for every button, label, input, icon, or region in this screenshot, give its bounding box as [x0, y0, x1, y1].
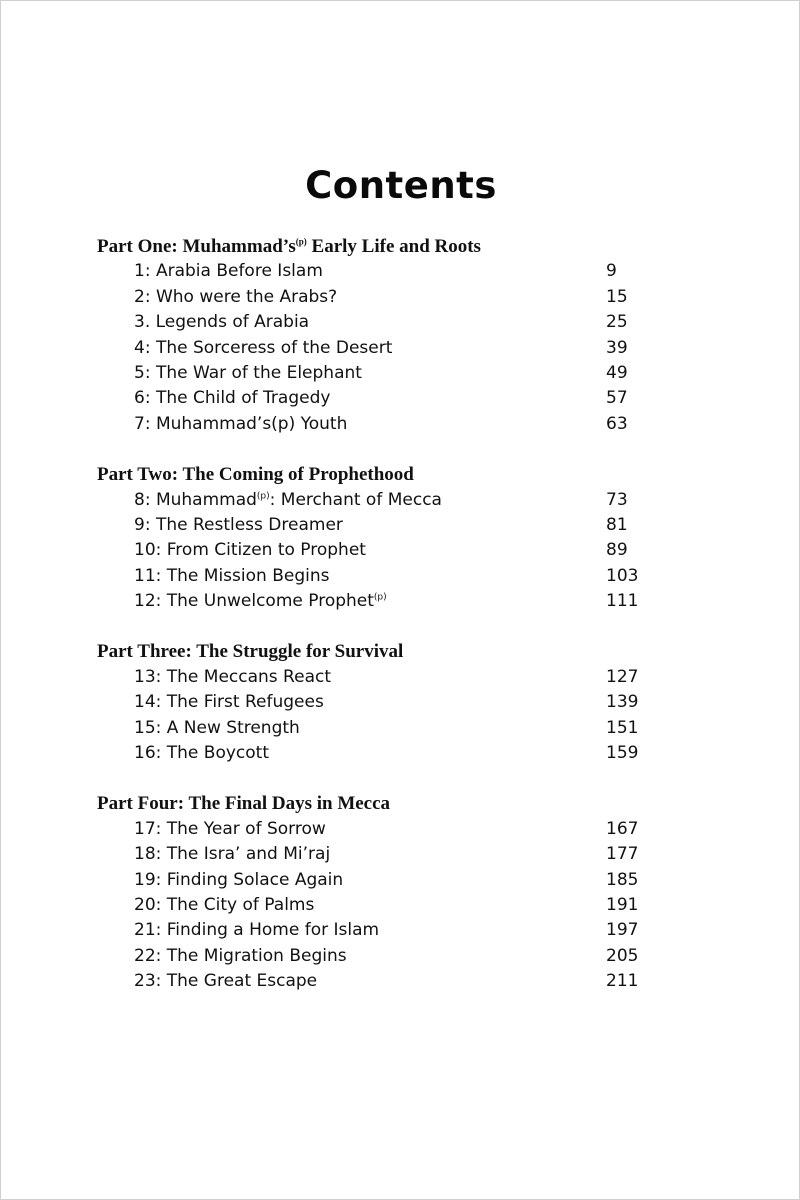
toc-entry [97, 893, 657, 918]
toc-entry [97, 918, 657, 943]
part-entries [97, 259, 657, 437]
chapter-title-text: 5: The War of the Elephant [134, 362, 362, 383]
toc-entry [97, 868, 657, 893]
page-number: 63 [606, 413, 628, 434]
page-number: 9 [606, 261, 617, 282]
toc-entry [97, 259, 657, 284]
toc-entry [97, 817, 657, 842]
toc-entry [97, 488, 657, 513]
part-heading-text: Part Four: The Final Days in Mecca [97, 793, 391, 815]
table-of-contents [97, 234, 657, 1020]
chapter-title-superscript: (p) [256, 490, 270, 501]
chapter-title [134, 918, 379, 943]
page-number: 49 [606, 362, 628, 383]
toc-part-four [97, 791, 657, 994]
chapter-title [134, 259, 323, 284]
toc-part-two [97, 462, 657, 614]
page-number: 15 [606, 286, 628, 307]
chapter-title-text: 8: Muhammad [134, 489, 257, 510]
chapter-title-text: 13: The Meccans React [134, 666, 331, 687]
chapter-title [134, 589, 387, 614]
part-heading [97, 234, 657, 259]
chapter-title [134, 944, 347, 969]
toc-entry [97, 564, 657, 589]
page-number: 57 [606, 388, 628, 409]
chapter-title-text: 23: The Great Escape [134, 971, 318, 992]
page-number: 159 [606, 743, 639, 764]
chapter-title [134, 285, 337, 310]
toc-entry [97, 513, 657, 538]
part-heading [97, 791, 657, 816]
chapter-title [134, 690, 324, 715]
chapter-title-text: 7: Muhammad’s(p) Youth [134, 413, 348, 434]
page-title: Contents [305, 164, 497, 207]
chapter-title [134, 336, 392, 361]
toc-entry [97, 716, 657, 741]
page-number: 211 [606, 971, 639, 992]
page-number: 73 [606, 489, 628, 510]
toc-entry [97, 690, 657, 715]
chapter-title-text: 11: The Mission Begins [134, 565, 330, 586]
toc-part-one [97, 234, 657, 437]
chapter-title-text: 4: The Sorceress of the Desert [134, 337, 393, 358]
page-number: 103 [606, 565, 639, 586]
chapter-title [134, 564, 329, 589]
toc-entry [97, 285, 657, 310]
page-number: 81 [606, 514, 628, 535]
page-number: 197 [606, 920, 639, 941]
toc-entry [97, 665, 657, 690]
chapter-title-text-end: : Merchant of Mecca [269, 489, 442, 510]
page-number: 177 [606, 844, 639, 865]
part-heading-text: Part One: Muhammad’s [97, 236, 296, 257]
chapter-title-text: 16: The Boycott [134, 743, 269, 764]
page-number: 185 [606, 869, 639, 890]
toc-entry [97, 336, 657, 361]
chapter-title-text: 18: The Isra’ and Mi’raj [134, 844, 331, 865]
chapter-title [134, 412, 347, 437]
chapter-title-text: 2: Who were the Arabs? [134, 286, 338, 307]
chapter-title-text: 14: The First Refugees [134, 692, 324, 713]
chapter-title [134, 741, 269, 766]
page-number: 167 [606, 818, 639, 839]
chapter-title-text: 10: From Citizen to Prophet [134, 540, 366, 561]
chapter-title-text: 15: A New Strength [134, 717, 300, 738]
toc-entry [97, 589, 657, 614]
part-heading-superscript: (p) [295, 236, 307, 247]
chapter-title [134, 665, 331, 690]
page-number: 205 [606, 945, 639, 966]
toc-entry [97, 538, 657, 563]
toc-entry [97, 944, 657, 969]
chapter-title [134, 842, 330, 867]
page-number: 139 [606, 692, 639, 713]
part-entries [97, 665, 657, 767]
toc-entry [97, 741, 657, 766]
chapter-title-text: 6: The Child of Tragedy [134, 388, 331, 409]
chapter-title-text: 19: Finding Solace Again [134, 869, 344, 890]
page-number: 127 [606, 666, 639, 687]
toc-entry [97, 386, 657, 411]
chapter-title-superscript: (p) [373, 592, 387, 603]
part-heading-text: Part Three: The Struggle for Survival [97, 641, 404, 663]
toc-entry [97, 969, 657, 994]
chapter-title [134, 513, 343, 538]
part-heading-text-end: Early Life and Roots [306, 236, 481, 257]
toc-entry [97, 361, 657, 386]
part-heading [97, 639, 657, 664]
chapter-title-text: 1: Arabia Before Islam [134, 261, 323, 282]
page-number: 89 [606, 540, 628, 561]
page-number: 151 [606, 717, 639, 738]
chapter-title-text: 17: The Year of Sorrow [134, 818, 326, 839]
part-heading-text: Part Two: The Coming of Prophethood [97, 464, 414, 486]
part-entries [97, 488, 657, 615]
page-number: 25 [606, 312, 628, 333]
chapter-title-text: 21: Finding a Home for Islam [134, 920, 380, 941]
chapter-title [134, 386, 330, 411]
chapter-title [134, 893, 314, 918]
chapter-title [134, 716, 300, 741]
chapter-title [134, 969, 317, 994]
toc-entry [97, 412, 657, 437]
chapter-title [134, 310, 309, 335]
page-number: 111 [606, 591, 639, 612]
chapter-title-text: 9: The Restless Dreamer [134, 514, 343, 535]
chapter-title-text: 22: The Migration Begins [134, 945, 347, 966]
chapter-title [134, 817, 326, 842]
chapter-title-text: 3. Legends of Arabia [134, 312, 310, 333]
chapter-title [134, 361, 362, 386]
part-heading [97, 462, 657, 487]
chapter-title [134, 488, 442, 513]
toc-entry [97, 310, 657, 335]
part-entries [97, 817, 657, 995]
toc-part-three [97, 639, 657, 766]
chapter-title [134, 538, 366, 563]
page-number: 39 [606, 337, 628, 358]
toc-entry [97, 842, 657, 867]
page-number: 191 [606, 894, 639, 915]
chapter-title [134, 868, 343, 893]
chapter-title-text: 12: The Unwelcome Prophet [134, 591, 374, 612]
chapter-title-text: 20: The City of Palms [134, 894, 315, 915]
